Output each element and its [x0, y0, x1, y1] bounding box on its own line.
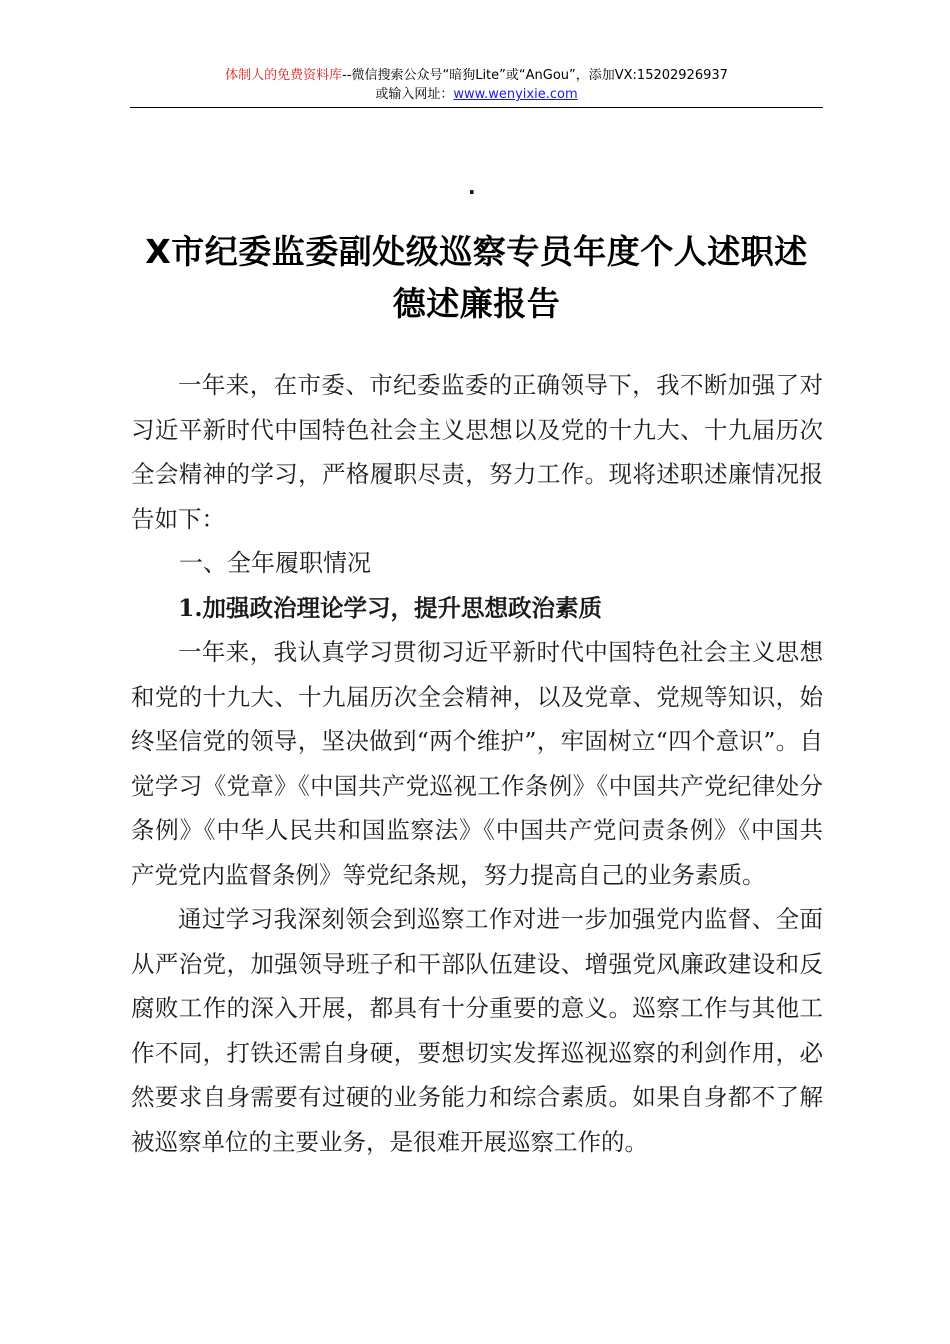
title-dot: · [468, 180, 476, 204]
header-brand: 体制人的免费资料库 [225, 68, 343, 83]
header-info: --微信搜索公众号“暗狗Lite”或“AnGou”，添加VX:15202926937 [342, 68, 728, 83]
document-title [120, 226, 833, 330]
body-paragraph-1: 一年来，我认真学习贯彻习近平新时代中国特色社会主义思想和党的十九大、十九届历次全会精神，以及党章、党规等知识，始终坚信党的领导，坚决做到“两个维护”，牢固树立“四个意识”。自觉学习《党章》《中国共产党巡视工作条例》《中国共产党纪律处分条例》《中华人民共和国监察法》《中国共产党问责条例》《中国共产党党内监督条例》等党纪条规，努力提高自己的业务素质。 [131, 638, 823, 889]
header-line-2 [130, 85, 823, 104]
subsection-heading: 1.加强政治理论学习，提升思想政治素质 [178, 593, 603, 622]
body-paragraph-2: 通过学习我深刻领会到巡察工作对进一步加强党内监督、全面从严治党，加强领导班子和干部队伍建设、增强党风廉政建设和反腐败工作的深入开展，都具有十分重要的意义。巡察工作与其他工作不同，打铁还需自身硬，要想切实发挥巡视巡察的利剑作用，必然要求自身需要有过硬的业务能力和综合素质。如果自身都不了解被巡察单位的主要业务，是很难开展巡察工作的。 [131, 905, 823, 1156]
header-url-link[interactable]: www.wenyixie.com [453, 87, 578, 102]
title-line-2: 德述廉报告 [392, 284, 561, 323]
page-header [130, 66, 823, 104]
document-body [131, 363, 823, 1164]
title-line-1: X市纪委监委副处级巡察专员年度个人述职述 [145, 232, 808, 271]
header-line-1 [130, 66, 823, 85]
intro-paragraph: 一年来，在市委、市纪委监委的正确领导下，我不断加强了对习近平新时代中国特色社会主义思想以及党的十九大、十九届历次全会精神的学习，严格履职尽责，努力工作。现将述职述廉情况报告如下： [131, 371, 823, 533]
header-url-prefix: 或输入网址： [375, 87, 454, 102]
header-divider [130, 107, 823, 108]
section-heading: 一、全年履职情况 [179, 549, 371, 577]
